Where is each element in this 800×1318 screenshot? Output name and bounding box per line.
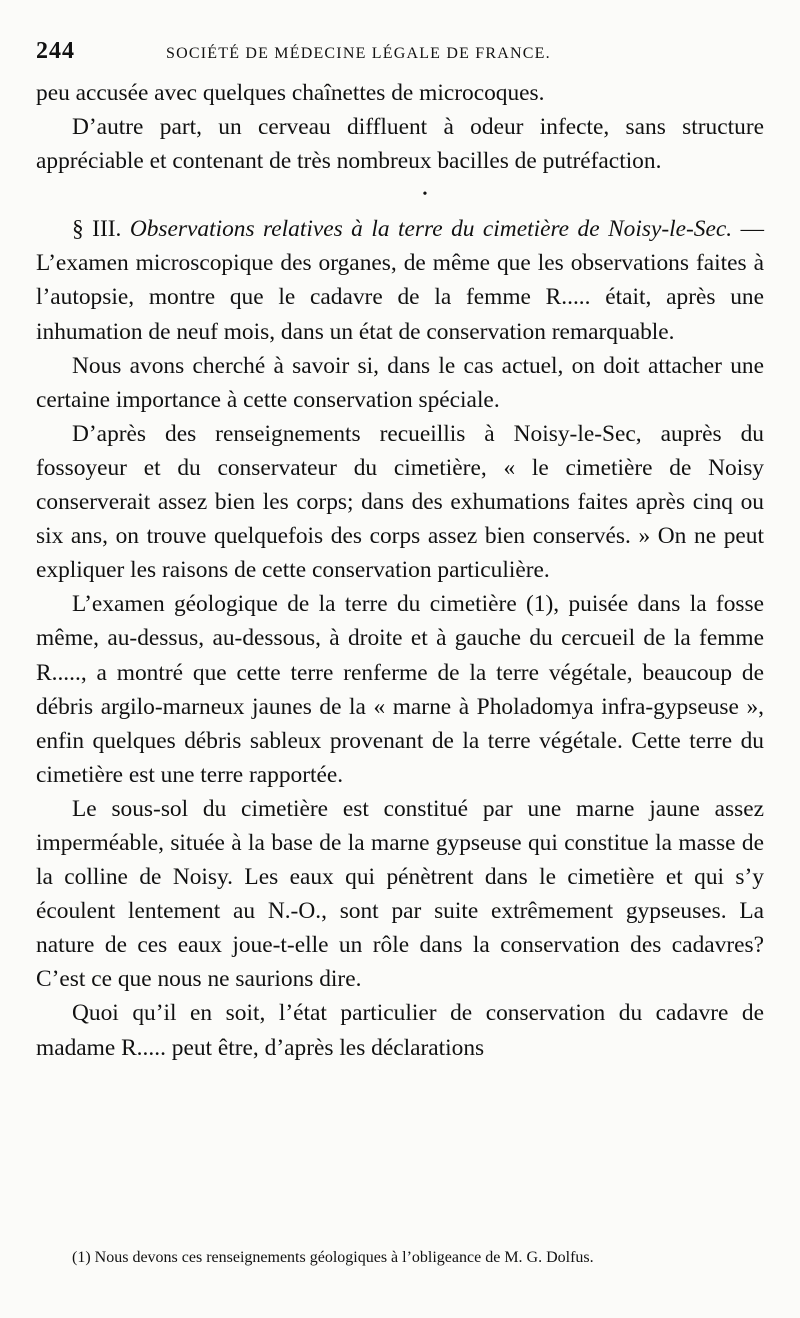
section-label: § III. bbox=[72, 216, 122, 243]
paragraph: Le sous-sol du cimetière est constitué par une marne jaune assez imperméable, située à la base de la marne gypseuse qui constitue la masse de la colline de Noisy. Les eaux qui pénètrent dans le cimetière et qui s’y écoulent lentement au N.-O., sont par suite extrêmement gypseuses. La nature de ces eaux joue-t-elle un rôle dans la conservation des cadavres? C’est ce que nous ne saurions dire. bbox=[36, 795, 764, 993]
paragraph: Nous avons cherché à savoir si, dans le cas actuel, on doit attacher une certaine importance à cette conservation spéciale. bbox=[36, 352, 764, 413]
paragraph: L’examen géologique de la terre du cimetière (1), puisée dans la fosse même, au-dessus, au-dessous, à droite et à gauche du cercueil de la femme R....., a montré que cette terre renferme de la terre végétale, beaucoup de débris argilo-marneux jaunes de la « marne à Pholadomya infra-gypseuse », enfin quelques débris sableux provenant de la terre végétale. Cette terre du cimetière est une terre rapportée. bbox=[36, 591, 764, 788]
page-number: 244 bbox=[36, 38, 75, 64]
paragraph: D’après des renseignements recueillis à Noisy-le-Sec, auprès du fossoyeur et du conservateur du cimetière, « le cimetière de Noisy conserverait assez bien les corps; dans des exhumations faites après cinq ou six ans, on trouve quelquefois des corps assez bien conservés. » On ne peut expliquer les raisons de cette conservation particulière. bbox=[36, 420, 764, 584]
paragraph: Quoi qu’il en soit, l’état particulier de conservation du cadavre de madame R..... peut être, d’après les déclarations bbox=[36, 1000, 764, 1061]
footnote-text: (1) Nous devons ces renseignements géologiques à l’obligeance de M. G. Dolfus. bbox=[72, 1249, 594, 1266]
section-title: Observations relatives à la terre du cimetière de Noisy-le-Sec. bbox=[129, 216, 733, 243]
footnote bbox=[36, 1247, 764, 1269]
separator-mark: • bbox=[422, 187, 428, 203]
paragraph-continued: peu accusée avec quelques chaînettes de microcoques. bbox=[36, 80, 545, 106]
running-head-title: SOCIÉTÉ DE MÉDECINE LÉGALE DE FRANCE. bbox=[166, 45, 551, 62]
paragraph: D’autre part, un cerveau diffluent à odeur infecte, sans structure appréciable et contenant de très nombreux bacilles de putréfaction. bbox=[36, 114, 764, 175]
section-paragraph bbox=[36, 212, 764, 348]
body-text bbox=[36, 76, 764, 1065]
section-lead-text: — L’examen microscopique des organes, de même que les observations faites à l’autopsie, montre que le cadavre de la femme R..... était, après une inhumation de neuf mois, dans un état de conservation remarquable. bbox=[36, 216, 764, 345]
running-head bbox=[36, 38, 736, 68]
